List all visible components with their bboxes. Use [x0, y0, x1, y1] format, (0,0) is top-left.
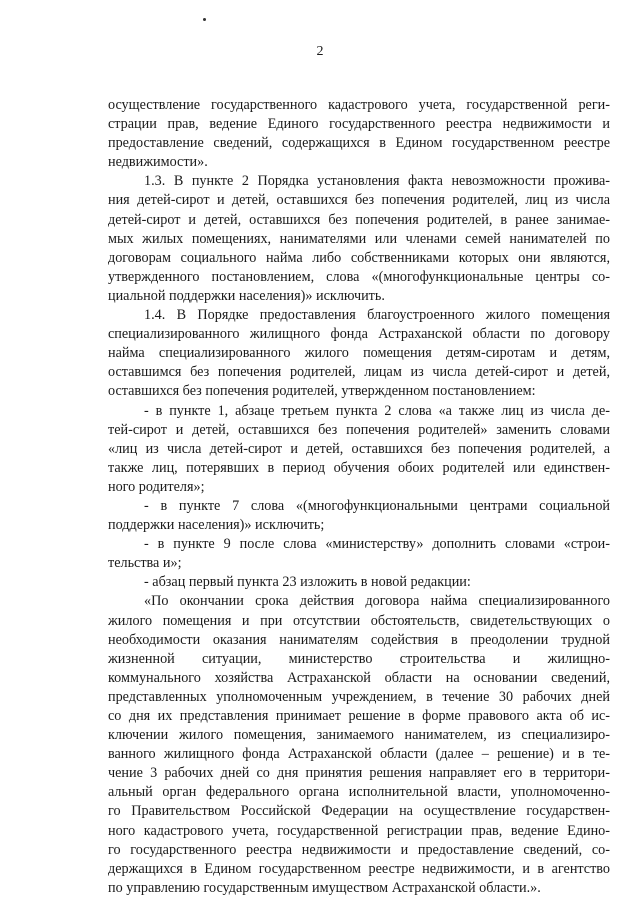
text-line: го Правительством Российской Федерации на осуществление государствен-	[108, 803, 610, 820]
text-line: со дня их представления принимает решение в форме правового акта об ис-	[108, 708, 610, 724]
text-line: представленных уполномоченным учреждением, в течение 30 рабочих дней	[108, 688, 610, 705]
text-line: страции прав, ведение Единого государственного реестра недвижимости и	[108, 116, 610, 133]
text-line: ного родителя»;	[108, 478, 205, 495]
text-line: также лиц, потерявших в период обучения обоих родителей или единствен-	[108, 459, 610, 476]
text-line: утвержденного постановлением, слова «(многофункциональные центры со-	[108, 268, 610, 285]
text-line: коммунального хозяйства Астраханской области на основании сведений,	[108, 669, 610, 686]
text-line: - абзац первый пункта 23 изложить в новой редакции:	[144, 574, 471, 591]
text-line: ключении жилого помещения, занимаемого нанимателем, из специализиро-	[108, 727, 610, 744]
text-line: жилого помещения и при отсутствии обстоятельств, свидетельствующих о	[108, 612, 610, 629]
text-line: «лиц из числа детей-сирот и детей, оставшихся без попечения родителей, а	[108, 440, 610, 457]
text-line: ного кадастрового учета, государственной регистрации прав, ведение Едино-	[108, 822, 610, 839]
text-line: поддержки населения)» исключить;	[108, 517, 325, 534]
text-line: мых жилых помещениях, нанимателями или членами семей нанимателей по	[108, 230, 610, 247]
page-number: 2	[316, 44, 324, 59]
text-line: осуществление государственного кадастрового учета, государственной реги-	[108, 97, 610, 113]
document-body	[108, 96, 610, 898]
text-line: чение 3 рабочих дней со дня принятия решения направляет его в территори-	[108, 765, 610, 782]
text-line: тельства и»;	[108, 555, 182, 572]
text-line: «По окончании срока действия договора найма специализированного	[144, 593, 610, 610]
text-line: 1.4. В Порядке предоставления благоустроенного жилого помещения	[144, 307, 610, 324]
text-line: найма специализированного жилого помещения детям-сиротам и детям,	[108, 345, 610, 362]
text-line: недвижимости».	[108, 154, 208, 171]
text-line: предоставление сведений, содержащихся в Едином государственном реестре	[108, 135, 610, 152]
text-line: ванного жилищного фонда Астраханской области (далее – решение) и в те-	[108, 746, 610, 763]
text-line: го государственного реестра недвижимости и предоставление сведений, со-	[108, 841, 610, 858]
text-line: оставшимся без попечения родителей, лицам из числа детей-сирот и детей,	[108, 364, 610, 381]
text-line: необходимости оказания нанимателям содействия в преодолении трудной	[108, 631, 610, 648]
text-line: - в пункте 9 после слова «министерству» дополнить словами «строи-	[144, 536, 610, 553]
text-line: 1.3. В пункте 2 Порядка установления факта невозможности прожива-	[144, 173, 610, 190]
text-line: оставшихся без попечения родителей, утвержденном постановлением:	[108, 383, 536, 400]
text-line: детей-сирот и детей, оставшихся без попечения родителей, в ранее занимае-	[108, 211, 610, 228]
text-line: ния детей-сирот и детей, оставшихся без попечения родителей, лиц из числа	[108, 192, 610, 209]
text-line: - в пункте 7 слова «(многофункциональными центрами социальной	[144, 497, 610, 514]
text-line: специализированного жилищного фонда Астраханской области по договору	[108, 326, 610, 343]
text-line: договорам социального найма либо собственниками которых они являются,	[108, 249, 610, 266]
text-line: жизненной ситуации, министерство строительства и жилищно-	[108, 650, 610, 667]
text-line: тей-сирот и детей, оставшихся без попечения родителей» заменить словами	[108, 421, 610, 438]
text-line: - в пункте 1, абзаце третьем пункта 2 слова «а также лиц из числа де-	[144, 402, 610, 419]
scan-speck	[203, 18, 206, 21]
text-line: держащихся в Едином государственном реестре недвижимости, и в агентство	[108, 860, 610, 877]
text-line: по управлению государственным имуществом Астраханской области.».	[108, 879, 541, 896]
text-line: циальной поддержки населения)» исключить.	[108, 287, 385, 304]
text-line: альный орган федерального органа исполнительной власти, уполномоченно-	[108, 784, 610, 801]
